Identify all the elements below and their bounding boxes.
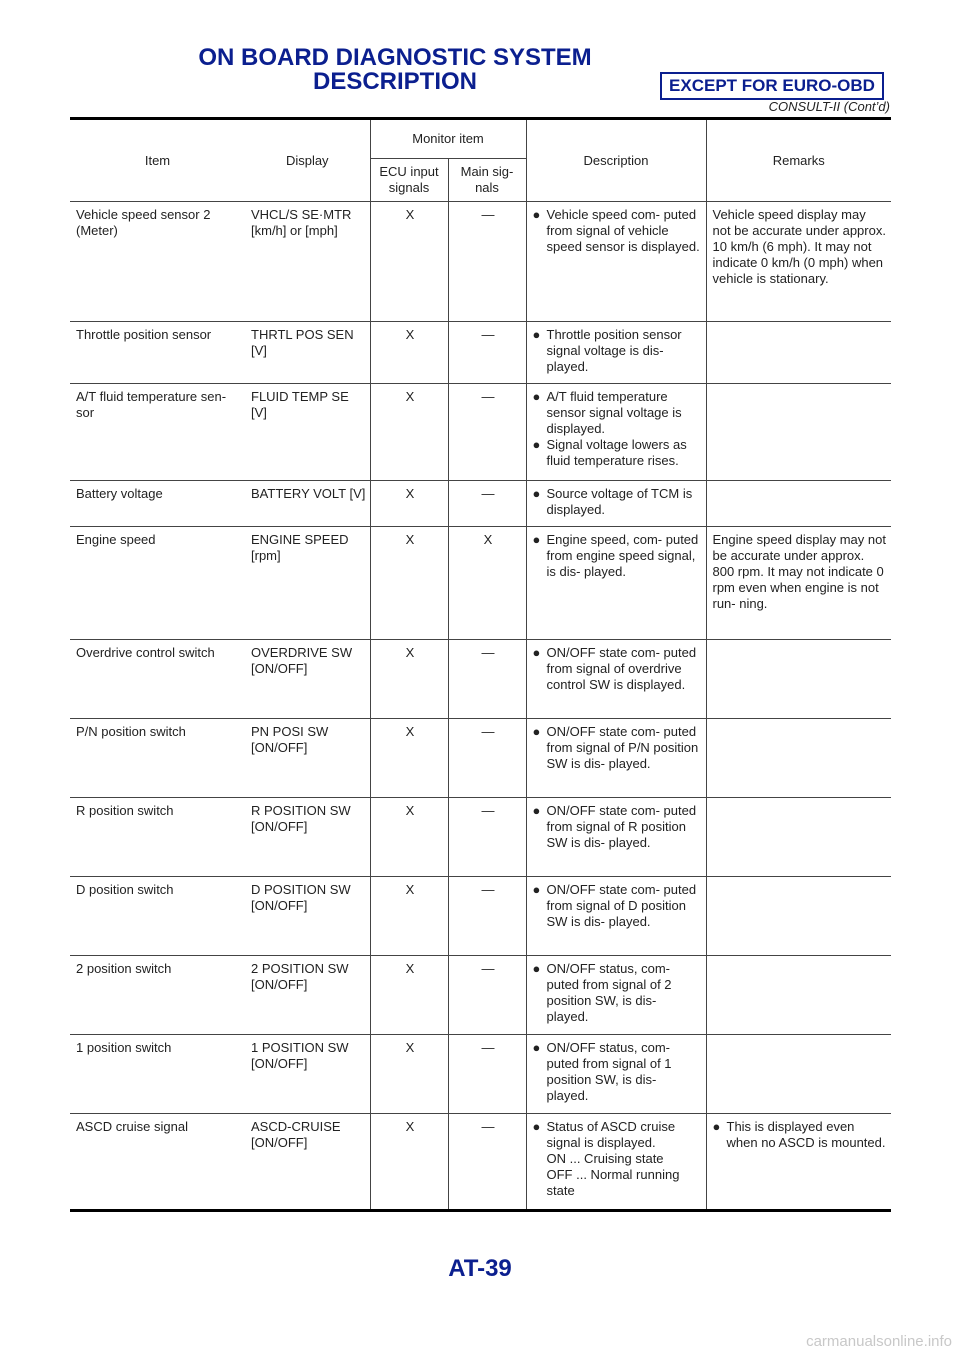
cell-ecu-input: X — [370, 481, 448, 527]
col-header-monitor-item: Monitor item — [370, 119, 526, 159]
bullet-icon: ● — [532, 532, 541, 547]
description-text: ON/OFF status, com- puted from signal of 1 position SW, is dis- played. — [546, 1040, 672, 1103]
bullet-icon: ● — [532, 389, 541, 404]
description-text: A/T fluid temperature sensor signal voltage is displayed. — [546, 389, 682, 436]
cell-description — [526, 481, 706, 527]
cell-display: ASCD-CRUISE [ON/OFF] — [251, 1119, 341, 1150]
description-bullet — [533, 1119, 702, 1199]
cell-item: Battery voltage — [70, 481, 245, 527]
description-text: Source voltage of TCM is displayed. — [546, 486, 693, 517]
cell-display: BATTERY VOLT [V] — [245, 481, 370, 527]
description-text: ON/OFF status, com- puted from signal of 2 position SW, is dis- played. — [546, 961, 672, 1024]
cell-remarks — [706, 1114, 891, 1211]
cell-display: PN POSI SW [ON/OFF] — [245, 719, 370, 798]
description-text: Signal voltage lowers as fluid temperature rises. — [546, 437, 687, 468]
cell-display: ENGINE SPEED [rpm] — [245, 527, 370, 640]
description-bullet — [533, 327, 702, 375]
cell-item: D position switch — [70, 877, 245, 956]
bullet-icon: ● — [532, 803, 541, 818]
bullet-icon: ● — [532, 724, 541, 739]
cell-description — [526, 527, 706, 640]
table-row — [70, 877, 891, 956]
cell-main-signal: — — [448, 481, 526, 527]
cell-main-signal: — — [448, 719, 526, 798]
description-bullet — [533, 486, 702, 518]
cell-main-signal: — — [448, 322, 526, 384]
cell-remarks — [706, 798, 891, 877]
section-label-box: EXCEPT FOR EURO-OBD — [660, 72, 884, 100]
bullet-icon: ● — [532, 327, 541, 342]
description-text: ON/OFF state com- puted from signal of overdrive control SW is displayed. — [546, 645, 697, 692]
table-row — [70, 322, 891, 384]
cell-main-signal: — — [448, 956, 526, 1035]
description-text: ON/OFF state com- puted from signal of D position SW is dis- played. — [546, 882, 697, 929]
cell-remarks — [706, 877, 891, 956]
cell-remarks — [706, 719, 891, 798]
col-header-ecu-input: ECU input signals — [370, 159, 448, 202]
col-header-remarks: Remarks — [706, 119, 891, 202]
description-bullet — [533, 961, 702, 1025]
cell-item: A/T fluid temperature sen- sor — [70, 384, 245, 481]
bullet-icon: ● — [532, 882, 541, 897]
col-header-display: Display — [245, 119, 370, 202]
cell-main-signal: — — [448, 1035, 526, 1114]
cell-remarks — [706, 640, 891, 719]
remarks-text: This is displayed even when no ASCD is mounted. — [726, 1119, 886, 1150]
description-bullet — [533, 882, 702, 930]
cell-display: THRTL POS SEN [V] — [245, 322, 370, 384]
cell-main-signal: X — [448, 527, 526, 640]
cell-remarks — [706, 202, 891, 322]
cell-description — [526, 1035, 706, 1114]
remarks-text: Engine speed display may not be accurate under approx. 800 rpm. It may not indicate 0 rpm even when engine is not run- ning. — [712, 532, 886, 611]
cell-item: Vehicle speed sensor 2 (Meter) — [70, 202, 245, 322]
cell-main-signal: — — [448, 384, 526, 481]
cell-remarks — [706, 956, 891, 1035]
bullet-icon: ● — [532, 1119, 541, 1134]
cell-main-signal: — — [448, 877, 526, 956]
cell-display: FLUID TEMP SE [V] — [245, 384, 370, 481]
table-row — [70, 798, 891, 877]
cell-ecu-input: X — [370, 202, 448, 322]
bullet-icon: ● — [532, 1040, 541, 1055]
cell-ecu-input: X — [370, 640, 448, 719]
cell-item: 2 position switch — [70, 956, 245, 1035]
cell-display: VHCL/S SE·MTR [km/h] or [mph] — [245, 202, 370, 322]
page-title-line-1: ON BOARD DIAGNOSTIC SYSTEM — [198, 44, 592, 71]
description-bullet — [533, 645, 702, 693]
cell-remarks — [706, 527, 891, 640]
description-bullet — [533, 389, 702, 437]
cell-description — [526, 798, 706, 877]
table-row — [70, 1114, 891, 1211]
cell-display: 1 POSITION SW [ON/OFF] — [245, 1035, 370, 1114]
cell-ecu-input: X — [370, 527, 448, 640]
description-text: Throttle position sensor signal voltage is dis- played. — [546, 327, 682, 374]
watermark: carmanualsonline.info — [806, 1333, 952, 1350]
cell-ecu-input: X — [370, 798, 448, 877]
description-bullet — [533, 532, 702, 580]
description-bullet — [533, 724, 702, 772]
page-number: AT-39 — [448, 1255, 512, 1282]
table-row — [70, 481, 891, 527]
table-row — [70, 527, 891, 640]
description-text: Engine speed, com- puted from engine speed signal, is dis- played. — [546, 532, 699, 579]
description-bullet — [533, 803, 702, 851]
table-row — [70, 202, 891, 322]
bullet-icon: ● — [532, 486, 541, 501]
cell-display: D POSITION SW [ON/OFF] — [245, 877, 370, 956]
cell-description — [526, 1114, 706, 1211]
table-row — [70, 956, 891, 1035]
cell-description — [526, 956, 706, 1035]
description-bullet — [533, 1040, 702, 1104]
cell-remarks — [706, 322, 891, 384]
cell-remarks — [706, 481, 891, 527]
col-header-description: Description — [526, 119, 706, 202]
cell-ecu-input: X — [370, 1114, 448, 1211]
cell-ecu-input: X — [370, 719, 448, 798]
bullet-icon: ● — [532, 207, 541, 222]
table-row — [70, 1035, 891, 1114]
cell-remarks — [706, 384, 891, 481]
cell-description — [526, 322, 706, 384]
description-text: ON/OFF state com- puted from signal of R position SW is dis- played. — [546, 803, 697, 850]
col-header-item: Item — [70, 119, 245, 202]
remarks-bullet — [713, 1119, 888, 1151]
col-header-main-signals: Main sig- nals — [448, 159, 526, 202]
cell-ecu-input: X — [370, 877, 448, 956]
cell-ecu-input: X — [370, 956, 448, 1035]
cell-display: 2 POSITION SW [ON/OFF] — [245, 956, 370, 1035]
section-subtitle: CONSULT-II (Cont’d) — [768, 99, 890, 114]
monitor-item-table — [70, 117, 891, 1212]
cell-ecu-input: X — [370, 322, 448, 384]
description-bullet — [533, 437, 702, 469]
description-bullet — [533, 207, 702, 255]
cell-display: OVERDRIVE SW [ON/OFF] — [245, 640, 370, 719]
bullet-icon: ● — [532, 961, 541, 976]
cell-description — [526, 719, 706, 798]
description-text: Vehicle speed com- puted from signal of vehicle speed sensor is displayed. — [546, 207, 700, 254]
cell-ecu-input: X — [370, 1035, 448, 1114]
cell-main-signal: — — [448, 202, 526, 322]
cell-main-signal: — — [448, 640, 526, 719]
cell-description — [526, 877, 706, 956]
cell-ecu-input: X — [370, 384, 448, 481]
bullet-icon: ● — [712, 1119, 721, 1134]
bullet-icon: ● — [532, 645, 541, 660]
cell-description — [526, 640, 706, 719]
description-text: Status of ASCD cruise signal is displayed. ON ... Cruising state OFF ... Normal running state — [546, 1119, 680, 1198]
cell-item: R position switch — [70, 798, 245, 877]
bullet-icon: ● — [532, 437, 541, 452]
cell-item: Engine speed — [70, 527, 245, 640]
cell-item: P/N position switch — [70, 719, 245, 798]
remarks-text: Vehicle speed display may not be accurate under approx. 10 km/h (6 mph). It may not indicate 0 km/h (0 mph) when vehicle is stationary. — [712, 207, 886, 286]
cell-item: ASCD cruise signal — [76, 1119, 188, 1134]
cell-remarks — [706, 1035, 891, 1114]
page-title-line-2: DESCRIPTION — [312, 68, 477, 95]
table-row — [70, 719, 891, 798]
cell-main-signal: — — [448, 1114, 526, 1211]
cell-display: R POSITION SW [ON/OFF] — [245, 798, 370, 877]
cell-description — [526, 202, 706, 322]
cell-item: 1 position switch — [70, 1035, 245, 1114]
cell-description — [526, 384, 706, 481]
table-row — [70, 640, 891, 719]
cell-item: Overdrive control switch — [70, 640, 245, 719]
cell-main-signal: — — [448, 798, 526, 877]
cell-item: Throttle position sensor — [70, 322, 245, 384]
table-row — [70, 384, 891, 481]
description-text: ON/OFF state com- puted from signal of P/N position SW is dis- played. — [546, 724, 699, 771]
